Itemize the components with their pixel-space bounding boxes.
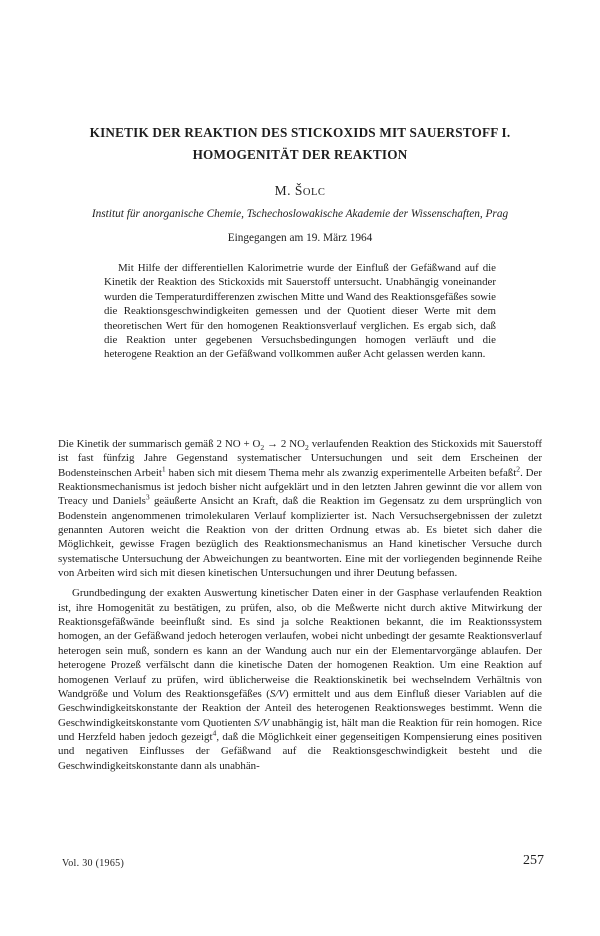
p2-text-b: ) ermittelt und aus dem Einfluß dieser Variablen auf die Geschwindigkeitskonstante der Reaktion der Anteil des heterogenen Reaktionsweges bestimmt. Wenn die Geschwindigkeitskonstante vom Quotienten: [58, 687, 542, 729]
p1-text-b: → 2 NO: [264, 438, 305, 450]
p1-subscript-2: 2: [305, 443, 309, 453]
body-paragraph-1: [58, 437, 542, 580]
footnote-ref-1: 1: [161, 464, 166, 474]
author-initial: M. Š: [274, 183, 303, 198]
article-title-line-2: HOMOGENITÄT DER REAKTION: [192, 147, 408, 162]
footnote-ref-4: 4: [212, 728, 217, 738]
p2-text-a: Grundbedingung der exakten Auswertung kinetischer Daten einer in der Gasphase verlaufenden Reaktion ist, ihre Homogenität zu bestätigen, zu prüfen, also, ob die Meßwerte nicht durch aktive Mitwirkung der Reaktionsgefäßwände beeinflußt sind. Es sind ja solche Reaktionen bekannt, die im Reaktionssystem homogen, an der Gefäßwand jedoch heterogen verlaufen, wobei nicht unbedingt der gesamte Reaktionsverlauf heterogen sein muß, sondern es kann an der Wandung auch nur ein der Elementarvorgänge ablaufen. Der heterogene Prozeß verfälscht dann die kinetische Daten der homogenen Reaktion. Um eine Reaktion auf homogenen Verlauf zu prüfen, wird üblicherweise die Reaktionskinetik bei wechselndem Verhältnis von Wandgröße und Volum des Reaktionsgefäßes (: [58, 587, 542, 700]
article-title-line-1: KINETIK DER REAKTION DES STICKOXIDS MIT SAUERSTOFF I.: [89, 125, 511, 140]
p1-text-e: . Der Reaktionsmechanismus ist jedoch bisher nicht aufgeklärt und in den letzten Jahren gewinnt die vor allem von Treacy und Daniels: [58, 466, 542, 508]
p1-text-f: geäußerte Ansicht an Kraft, daß die Reaktion im Gegensatz zu dem ursprünglich von Bodenstein angenommenen trimolekularen Verlauf komplizierter ist. Nach Versuchsergebnissen der zuletzt genannten Autoren weicht die Reaktion von der dritten Ordnung etwas ab. Es bietet sich daher die Möglichkeit, gewisse Fragen bezüglich des Reaktionsmechanismus an Hand kinetischer Versuche durch systematische Untersuchung der Abweichungen zu beantworten. Eine mit der vorliegenden beginnende Reihe von Arbeiten wird sich mit diesen kinetischen Untersuchungen und ihrer Deutung befassen.: [58, 495, 542, 580]
footnote-ref-2: 2: [516, 464, 521, 474]
page-number: 257: [523, 853, 544, 868]
journal-volume: Vol. 30 (1965): [62, 858, 125, 869]
p1-text-a: Die Kinetik der summarisch gemäß 2 NO + O: [58, 438, 261, 450]
abstract: Mit Hilfe der differentiellen Kalorimetrie wurde der Einfluß der Gefäßwand auf die Kinetik der Reaktion des Stickoxids mit Sauerstoff untersucht. Unabhängig voneinander wurden die Temperaturdifferenzen zwischen Mitte und Wand des Reaktionsgefäßes sowie die Reaktionsgeschwindigkeiten gemessen und der Quotient dieser Werte mit dem theoretischen Wert für den homogenen Reaktionsverlauf verglichen. Es ergab sich, daß die Reaktion unter gegebenen Versuchsbedingungen homogen verläuft und die heterogene Reaktion an der Gefäßwand vollkommen außer Acht gelassen werden kann.: [104, 262, 496, 361]
p2-ratio-sv-2: S/V: [254, 716, 270, 729]
author-affiliation: Institut für anorganische Chemie, Tschechoslowakische Akademie der Wissenschaften, Prag: [91, 208, 509, 220]
body-paragraph-2: [58, 586, 542, 772]
p2-text-d: , daß die Möglichkeit einer gegenseitigen Kompensierung eines positiven und negativen Einflusses der Gefäßwand auf die Reaktionsgeschwindigkeit besteht und die Geschwindigkeitskonstante dann als unabhän-: [58, 730, 542, 772]
p2-text-c: unabhängig ist, hält man die Reaktion für rein homogen. Rice und Herzfeld haben jedoch gezeigt: [58, 716, 542, 743]
p1-subscript-1: 2: [260, 443, 265, 453]
p2-ratio-sv-1: S/V: [269, 687, 285, 700]
received-date: Eingegangen am 19. März 1964: [227, 232, 373, 244]
footnote-ref-3: 3: [145, 492, 150, 502]
author-surname-smallcaps: OLC: [302, 187, 326, 198]
p1-text-c: verlaufenden Reaktion des Stickoxids mit Sauerstoff ist fast fünfzig Jahre Gegenstand systematischer Untersuchungen und seit dem Erscheinen der Bodensteinschen Arbeit: [58, 438, 543, 479]
p1-text-d: haben sich mit diesem Thema mehr als zwanzig experimentelle Arbeiten befaßt: [165, 466, 517, 479]
article-body: [58, 437, 542, 773]
author-name: [0, 183, 600, 199]
